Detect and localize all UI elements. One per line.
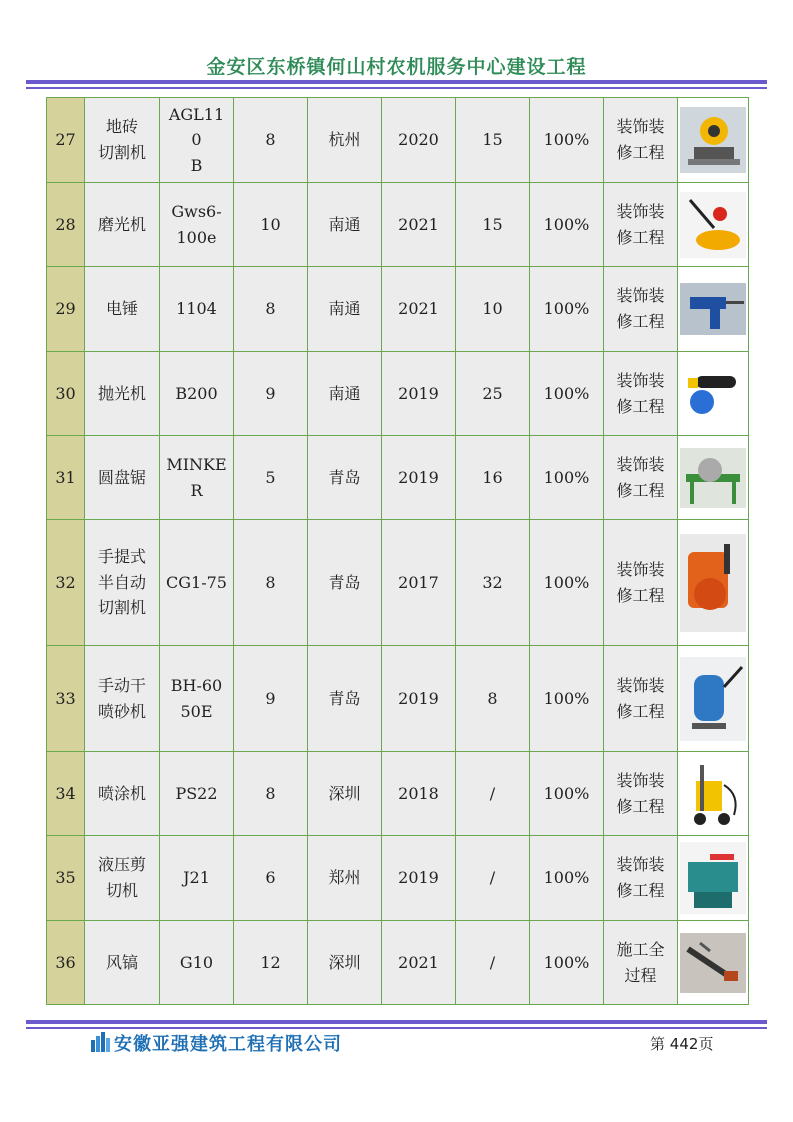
- cell-number-text: 35: [55, 868, 76, 888]
- cell-power: [456, 436, 530, 520]
- cell-equipment-name: [85, 520, 160, 646]
- cell-photo: [678, 646, 749, 752]
- cell-origin-text: 青岛: [328, 688, 361, 708]
- cell-power-text: 32: [482, 572, 503, 592]
- table-row: [47, 752, 749, 836]
- cell-equipment-name-text: 圆盘锯: [97, 467, 146, 487]
- cell-quantity-text: 8: [265, 783, 276, 803]
- cell-number-text: 28: [55, 214, 76, 234]
- header-rule-thin: [26, 87, 767, 89]
- cell-origin: [308, 520, 382, 646]
- cell-photo: [678, 98, 749, 183]
- cell-quantity-text: 8: [265, 299, 276, 319]
- equipment-table: [46, 97, 749, 1005]
- cell-condition: [530, 352, 604, 436]
- cell-usage: [604, 752, 678, 836]
- cell-condition: [530, 183, 604, 267]
- cell-usage-text: 装饰装 修工程: [616, 201, 665, 247]
- cell-condition-text: 100%: [543, 783, 590, 803]
- cell-power-text: 15: [482, 214, 503, 234]
- cell-model: [160, 98, 234, 183]
- cell-power: [456, 646, 530, 752]
- cell-equipment-name: [85, 436, 160, 520]
- cell-origin-text: 深圳: [328, 783, 361, 803]
- cell-quantity: [234, 98, 308, 183]
- cell-origin: [308, 921, 382, 1005]
- cell-quantity-text: 9: [265, 688, 276, 708]
- cell-condition-text: 100%: [543, 383, 590, 403]
- cell-power: [456, 921, 530, 1005]
- cell-quantity: [234, 752, 308, 836]
- cell-number: [47, 836, 85, 921]
- table-row: [47, 520, 749, 646]
- cell-quantity: [234, 352, 308, 436]
- header-rule-thick: [26, 80, 767, 84]
- cell-power-text: /: [489, 868, 496, 888]
- cell-usage: [604, 267, 678, 352]
- cell-photo: [678, 520, 749, 646]
- cell-quantity: [234, 921, 308, 1005]
- cutting-machine-icon: [680, 534, 746, 632]
- cell-origin: [308, 836, 382, 921]
- cell-origin: [308, 183, 382, 267]
- cell-model: [160, 836, 234, 921]
- cell-equipment-name: [85, 921, 160, 1005]
- cell-model: [160, 520, 234, 646]
- cell-power-text: /: [489, 952, 496, 972]
- cell-condition-text: 100%: [543, 214, 590, 234]
- cell-quantity-text: 10: [260, 214, 281, 234]
- cell-model-text: 1104: [176, 299, 217, 319]
- page-suffix: 页: [698, 1035, 714, 1053]
- cell-quantity-text: 5: [265, 467, 276, 487]
- cell-number: [47, 520, 85, 646]
- cell-condition: [530, 921, 604, 1005]
- cell-equipment-name: [85, 267, 160, 352]
- cell-quantity: [234, 183, 308, 267]
- cell-model-text: BH-60 50E: [170, 675, 223, 721]
- buffing-machine-icon: [680, 366, 746, 422]
- footer-rule-thick: [26, 1020, 767, 1024]
- cell-year-text: 2021: [398, 952, 439, 972]
- cell-condition: [530, 98, 604, 183]
- page-prefix: 第: [650, 1035, 666, 1053]
- cell-usage: [604, 183, 678, 267]
- cell-year: [382, 520, 456, 646]
- cell-year-text: 2020: [398, 130, 439, 150]
- cell-model-text: Gws6- 100e: [171, 201, 222, 247]
- cell-quantity-text: 12: [260, 952, 281, 972]
- sandblaster-icon: [680, 657, 746, 741]
- cell-condition-text: 100%: [543, 299, 590, 319]
- cell-usage-text: 装饰装 修工程: [616, 117, 665, 162]
- cell-power-text: 25: [482, 383, 503, 403]
- cell-usage-text: 装饰装 修工程: [616, 370, 665, 416]
- cell-year-text: 2019: [398, 688, 439, 708]
- cell-model-text: PS22: [175, 783, 218, 803]
- cell-quantity-text: 9: [265, 383, 276, 403]
- cell-origin-text: 深圳: [328, 952, 361, 972]
- cell-quantity-text: 6: [265, 868, 276, 888]
- cell-year-text: 2021: [398, 299, 439, 319]
- table-row: [47, 183, 749, 267]
- cell-model-text: B200: [175, 383, 218, 403]
- cell-condition: [530, 267, 604, 352]
- cell-equipment-name-text: 手提式 半自动 切割机: [97, 547, 146, 618]
- cell-condition: [530, 436, 604, 520]
- cell-model-text: MINKER: [166, 454, 227, 500]
- cell-equipment-name: [85, 646, 160, 752]
- cell-number: [47, 921, 85, 1005]
- cell-equipment-name: [85, 98, 160, 183]
- cell-model: [160, 267, 234, 352]
- table-row: [47, 267, 749, 352]
- cell-year: [382, 436, 456, 520]
- cell-number: [47, 646, 85, 752]
- cell-origin-text: 郑州: [328, 868, 361, 888]
- cell-model: [160, 646, 234, 752]
- cell-usage: [604, 836, 678, 921]
- cell-power: [456, 352, 530, 436]
- cell-year: [382, 352, 456, 436]
- cell-number: [47, 436, 85, 520]
- cell-equipment-name-text: 风镐: [105, 952, 138, 972]
- cell-usage-text: 装饰装 修工程: [616, 770, 665, 816]
- cell-photo: [678, 836, 749, 921]
- cell-number: [47, 267, 85, 352]
- cell-equipment-name-text: 电锤: [105, 299, 138, 319]
- cell-year: [382, 98, 456, 183]
- cell-condition-text: 100%: [543, 572, 590, 592]
- cell-origin: [308, 646, 382, 752]
- cell-usage-text: 装饰装 修工程: [616, 559, 665, 605]
- cell-model: [160, 921, 234, 1005]
- cell-photo: [678, 183, 749, 267]
- cell-year-text: 2019: [398, 467, 439, 487]
- cell-condition-text: 100%: [543, 688, 590, 708]
- cell-quantity: [234, 646, 308, 752]
- cell-number-text: 36: [55, 952, 76, 972]
- cell-quantity: [234, 520, 308, 646]
- cell-number-text: 32: [55, 572, 76, 592]
- cell-quantity-text: 8: [265, 572, 276, 592]
- cell-year: [382, 267, 456, 352]
- cell-usage-text: 装饰装 修工程: [616, 286, 665, 331]
- cell-origin: [308, 98, 382, 183]
- cell-usage: [604, 436, 678, 520]
- cell-quantity: [234, 267, 308, 352]
- table-row: [47, 836, 749, 921]
- cell-condition-text: 100%: [543, 952, 590, 972]
- cell-year-text: 2019: [398, 383, 439, 403]
- table-row: [47, 646, 749, 752]
- cell-quantity: [234, 836, 308, 921]
- cell-year-text: 2018: [398, 783, 439, 803]
- cell-number: [47, 752, 85, 836]
- cell-equipment-name: [85, 752, 160, 836]
- cell-number: [47, 183, 85, 267]
- company-name: 安徽亚强建筑工程有限公司: [114, 1034, 342, 1055]
- air-pick-icon: [680, 933, 746, 993]
- cell-usage: [604, 520, 678, 646]
- cell-number-text: 30: [55, 383, 76, 403]
- cell-power-text: 10: [482, 299, 503, 319]
- cell-origin-text: 南通: [328, 299, 361, 319]
- cell-number-text: 34: [55, 783, 76, 803]
- cell-condition: [530, 836, 604, 921]
- cell-photo: [678, 352, 749, 436]
- cell-photo: [678, 436, 749, 520]
- cell-origin: [308, 267, 382, 352]
- cell-number: [47, 98, 85, 183]
- cell-year: [382, 836, 456, 921]
- cell-usage-text: 施工全 过程: [616, 939, 665, 985]
- cell-number-text: 27: [55, 130, 76, 150]
- cell-year: [382, 183, 456, 267]
- cell-equipment-name-text: 磨光机: [97, 214, 146, 234]
- cell-power: [456, 752, 530, 836]
- cell-power-text: 15: [482, 130, 503, 150]
- cell-origin-text: 南通: [328, 214, 361, 234]
- cell-number-text: 29: [55, 299, 76, 319]
- cell-condition-text: 100%: [543, 130, 590, 150]
- cell-equipment-name: [85, 352, 160, 436]
- cell-origin: [308, 752, 382, 836]
- cell-condition-text: 100%: [543, 467, 590, 487]
- cell-year-text: 2019: [398, 868, 439, 888]
- tile-cutter-icon: [680, 107, 746, 173]
- table-row: [47, 352, 749, 436]
- cell-model-text: G10: [179, 952, 214, 972]
- polisher-icon: [680, 192, 746, 258]
- cell-year: [382, 752, 456, 836]
- cell-year-text: 2017: [398, 572, 439, 592]
- cell-model: [160, 183, 234, 267]
- cell-equipment-name-text: 地砖 切割机: [97, 117, 146, 162]
- cell-photo: [678, 267, 749, 352]
- cell-year: [382, 921, 456, 1005]
- cell-condition-text: 100%: [543, 868, 590, 888]
- cell-model-text: AGL110 B: [168, 104, 225, 175]
- cell-origin: [308, 436, 382, 520]
- company-logo-icon: [90, 1032, 112, 1052]
- circular-saw-icon: [680, 448, 746, 508]
- cell-power-text: /: [489, 783, 496, 803]
- cell-model: [160, 752, 234, 836]
- cell-power-text: 16: [482, 467, 503, 487]
- cell-model: [160, 436, 234, 520]
- cell-year: [382, 646, 456, 752]
- cell-usage: [604, 98, 678, 183]
- cell-origin-text: 南通: [328, 383, 361, 403]
- cell-usage-text: 装饰装 修工程: [616, 454, 665, 500]
- cell-equipment-name-text: 手动干 喷砂机: [97, 675, 146, 721]
- table-row: [47, 98, 749, 183]
- cell-condition: [530, 520, 604, 646]
- cell-power: [456, 520, 530, 646]
- cell-equipment-name-text: 喷涂机: [97, 783, 146, 803]
- cell-model-text: J21: [183, 868, 210, 888]
- page-number-value: 442: [669, 1035, 699, 1053]
- cell-usage: [604, 646, 678, 752]
- cell-usage: [604, 921, 678, 1005]
- cell-condition: [530, 646, 604, 752]
- cell-photo: [678, 752, 749, 836]
- cell-quantity: [234, 436, 308, 520]
- cell-model: [160, 352, 234, 436]
- cell-equipment-name: [85, 836, 160, 921]
- cell-number-text: 31: [55, 467, 76, 487]
- cell-condition: [530, 752, 604, 836]
- cell-number-text: 33: [55, 688, 76, 708]
- cell-usage: [604, 352, 678, 436]
- footer-rule-thin: [26, 1027, 767, 1029]
- cell-equipment-name: [85, 183, 160, 267]
- cell-year-text: 2021: [398, 214, 439, 234]
- cell-usage-text: 装饰装 修工程: [616, 855, 665, 900]
- page-number: [650, 1033, 713, 1054]
- cell-power: [456, 267, 530, 352]
- page-title: 金安区东桥镇何山村农机服务中心建设工程: [206, 56, 587, 78]
- cell-power: [456, 836, 530, 921]
- cell-origin: [308, 352, 382, 436]
- electric-hammer-icon: [680, 283, 746, 335]
- cell-power: [456, 98, 530, 183]
- cell-photo: [678, 921, 749, 1005]
- cell-origin-text: 杭州: [328, 130, 361, 150]
- cell-power-text: 8: [487, 688, 498, 708]
- sprayer-icon: [680, 755, 746, 833]
- table-row: [47, 436, 749, 520]
- cell-origin-text: 青岛: [328, 572, 361, 592]
- cell-model-text: CG1-75: [166, 572, 227, 592]
- cell-number: [47, 352, 85, 436]
- cell-usage-text: 装饰装 修工程: [616, 675, 665, 721]
- cell-equipment-name-text: 抛光机: [97, 383, 146, 403]
- cell-quantity-text: 8: [265, 130, 276, 150]
- cell-origin-text: 青岛: [328, 467, 361, 487]
- hydraulic-shear-icon: [680, 842, 746, 914]
- cell-power: [456, 183, 530, 267]
- table-row: [47, 921, 749, 1005]
- cell-equipment-name-text: 液压剪 切机: [97, 855, 146, 900]
